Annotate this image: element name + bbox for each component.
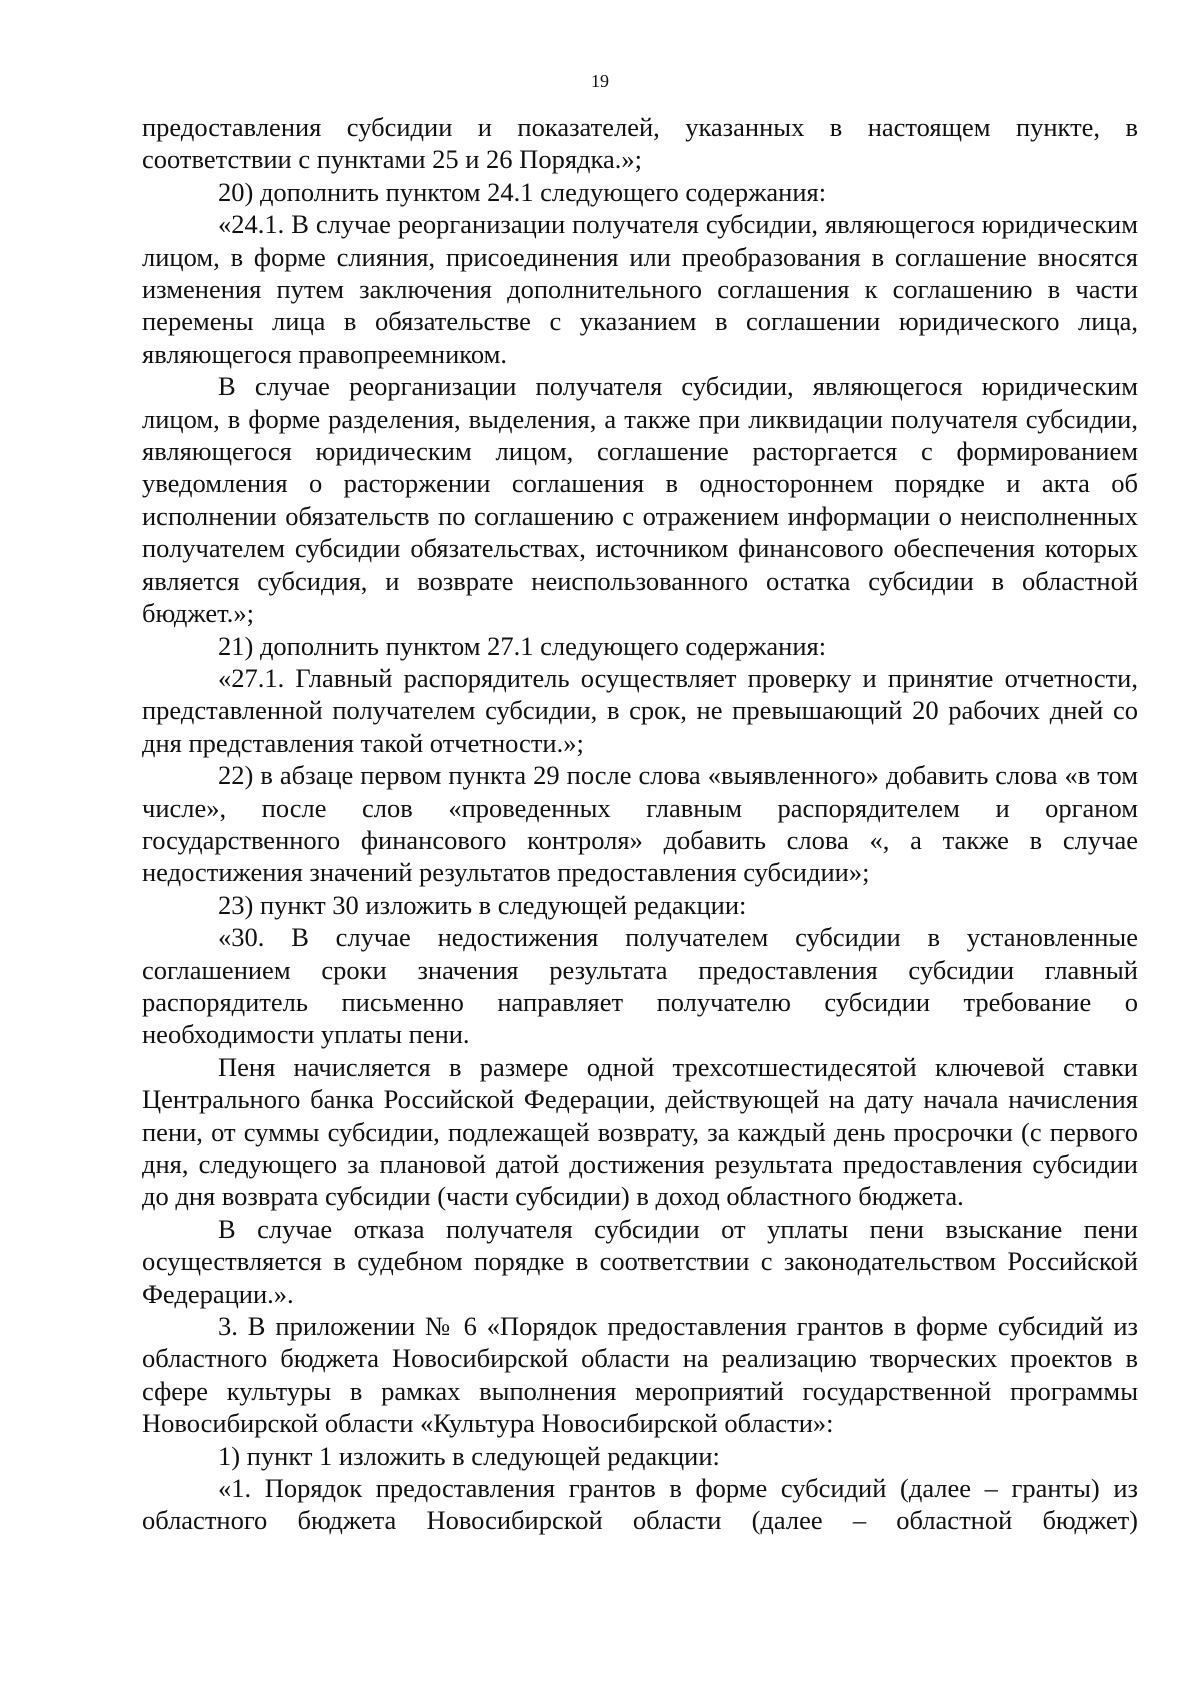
paragraph-reorganization: В случае реорганизации получателя субсидии, являющегося юридическим лицом, в форме разделения, выделения, а также при ликвидации получателя субсидии, являющегося юридическим лицом, соглашение расторгается с формированием уведомления о расторжении соглашения в одностороннем порядке и акта об исполнении обязательств по соглашению с отражением информации о неисполненных получателем субсидии обязательствах, источником финансового обеспечения которых является субсидия, и возврате неиспользованного остатка субсидии в областной бюджет.»; [142,371,1138,629]
paragraph-item-20: 20) дополнить пунктом 24.1 следующего содержания: [218,176,827,207]
paragraph-continuation: предоставления субсидии и показателей, указанных в настоящем пункте, в соответствии с пунктами 25 и 26 Порядка.»; [142,112,1138,175]
paragraph-clause-27-1: «27.1. Главный распорядитель осуществляет проверку и принятие отчетности, представленной получателем субсидии, в срок, не превышающий 20 рабочих дней со дня представления такой отчетности.»; [142,662,1138,758]
document-body [142,111,1138,1537]
paragraph-item-3-appendix-6: 3. В приложении № 6 «Порядок предоставления грантов в форме субсидий из областного бюджета Новосибирской области на реализацию творческих проектов в сфере культуры в рамках выполнения мероприятий государственной программы Новосибирской области «Культура Новосибирской области»: [142,1311,1138,1439]
paragraph-item-22: 22) в абзаце первом пункта 29 после слова «выявленного» добавить слова «в том числе», после слов «проведенных главным распорядителем и органом государственного финансового контроля» добавить слова «, а также в случае недостижения значений результатов предоставления субсидии»; [142,760,1138,888]
paragraph-clause-30: «30. В случае недостижения получателем субсидии в установленные соглашением сроки значения результата предоставления субсидии главный распорядитель письменно направляет получателю субсидии требование о необходимости уплаты пени. [142,922,1138,1050]
paragraph-item-21: 21) дополнить пунктом 27.1 следующего содержания: [218,630,827,661]
paragraph-clause-24-1: «24.1. В случае реорганизации получателя субсидии, являющегося юридическим лицом, в форме слияния, присоединения или преобразования в соглашение вносятся изменения путем заключения дополнительного соглашения к соглашению в части перемены лица в обязательстве с указанием в соглашении юридического лица, являющегося правопреемником. [142,209,1138,369]
paragraph-item-23: 23) пункт 30 изложить в следующей редакции: [218,889,747,920]
paragraph-penalty: Пеня начисляется в размере одной трехсотшестидесятой ключевой ставки Центрального банка Российской Федерации, действующей на дату начала начисления пени, от суммы субсидии, подлежащей возврату, за каждый день просрочки (с первого дня, следующего за плановой датой достижения результата предоставления субсидии до дня возврата субсидии (части субсидии) в доход областного бюджета. [142,1051,1138,1212]
paragraph-clause-1: «1. Порядок предоставления грантов в форме субсидий (далее – гранты) из областного бюджета Новосибирской области (далее – областной бюджет) [142,1473,1138,1536]
paragraph-subitem-1: 1) пункт 1 изложить в следующей редакции: [218,1440,720,1471]
page-number: 19 [591,71,609,91]
paragraph-refusal: В случае отказа получателя субсидии от уплаты пени взыскание пени осуществляется в судебном порядке в соответствии с законодательством Российской Федерации.». [142,1213,1138,1309]
